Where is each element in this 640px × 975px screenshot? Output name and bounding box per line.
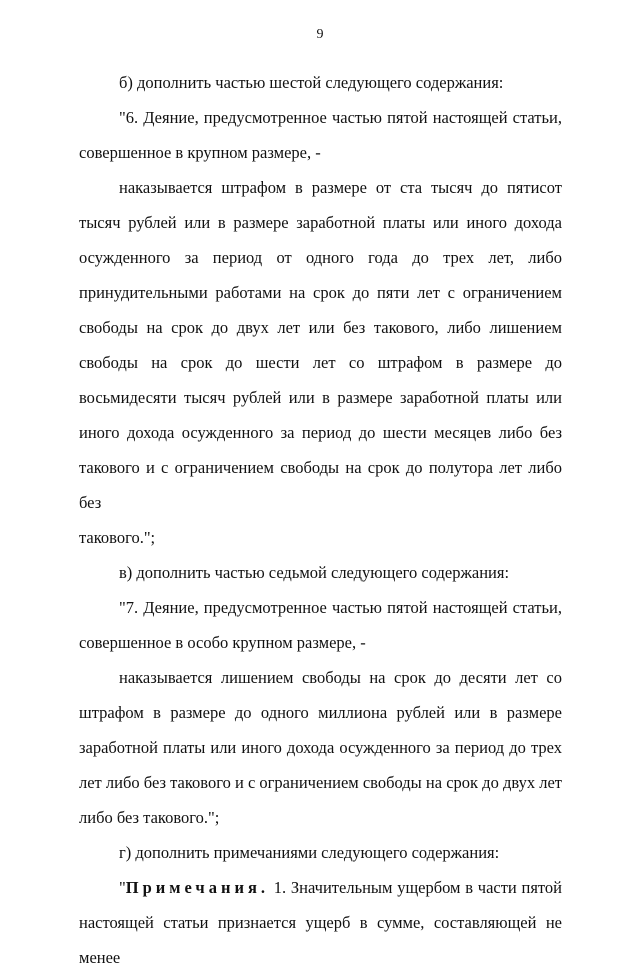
paragraph-part6-heading-cont: совершенное в крупном размере, - [79,143,321,162]
notes-label: Примечания. [125,878,270,897]
paragraph-b-intro: б) дополнить частью шестой следующего содержания: [119,73,504,92]
paragraph-part7-heading-cont: совершенное в особо крупном размере, - [79,633,366,652]
page-number: 9 [316,27,324,42]
paragraph-part7-penalty: наказывается лишением свободы на срок до десяти лет со штрафом в размере до одного миллиона рублей или в размере заработной платы или иного дохода осужденного за период до трех лет либо без такового и с ограничением свободы на срок до двух лет либо без такового."; [79,668,562,827]
paragraph-part6-heading: "6. Деяние, предусмотренное частью пятой настоящей статьи, [119,108,562,127]
paragraph-g-intro: г) дополнить примечаниями следующего содержания: [119,843,500,862]
paragraph-part6-penalty-end: такового."; [79,528,156,547]
notes-text: 1. Значительным ущербом в части пятой настоящей статьи признается ущерб в сумме, составляющей не менее [79,878,562,967]
paragraph-v-intro: в) дополнить частью седьмой следующего содержания: [119,563,510,582]
paragraph-part7-heading: "7. Деяние, предусмотренное частью пятой настоящей статьи, [119,598,562,617]
notes-quote: " [119,878,126,897]
paragraph-notes [79,870,562,975]
paragraph-part6-penalty: наказывается штрафом в размере от ста тысяч до пятисот тысяч рублей или в размере заработной платы или иного дохода осужденного за период от одного года до трех лет, либо принудительными работами на срок до пяти лет с ограничением свободы на срок до двух лет или без такового, либо лишением свободы на срок до шести лет со штрафом в размере до восьмидесяти тысяч рублей или в размере заработной платы или иного дохода осужденного за период до шести месяцев либо без такового и с ограничением свободы на срок до полутора лет либо без [79,178,562,512]
document-body [79,65,562,975]
